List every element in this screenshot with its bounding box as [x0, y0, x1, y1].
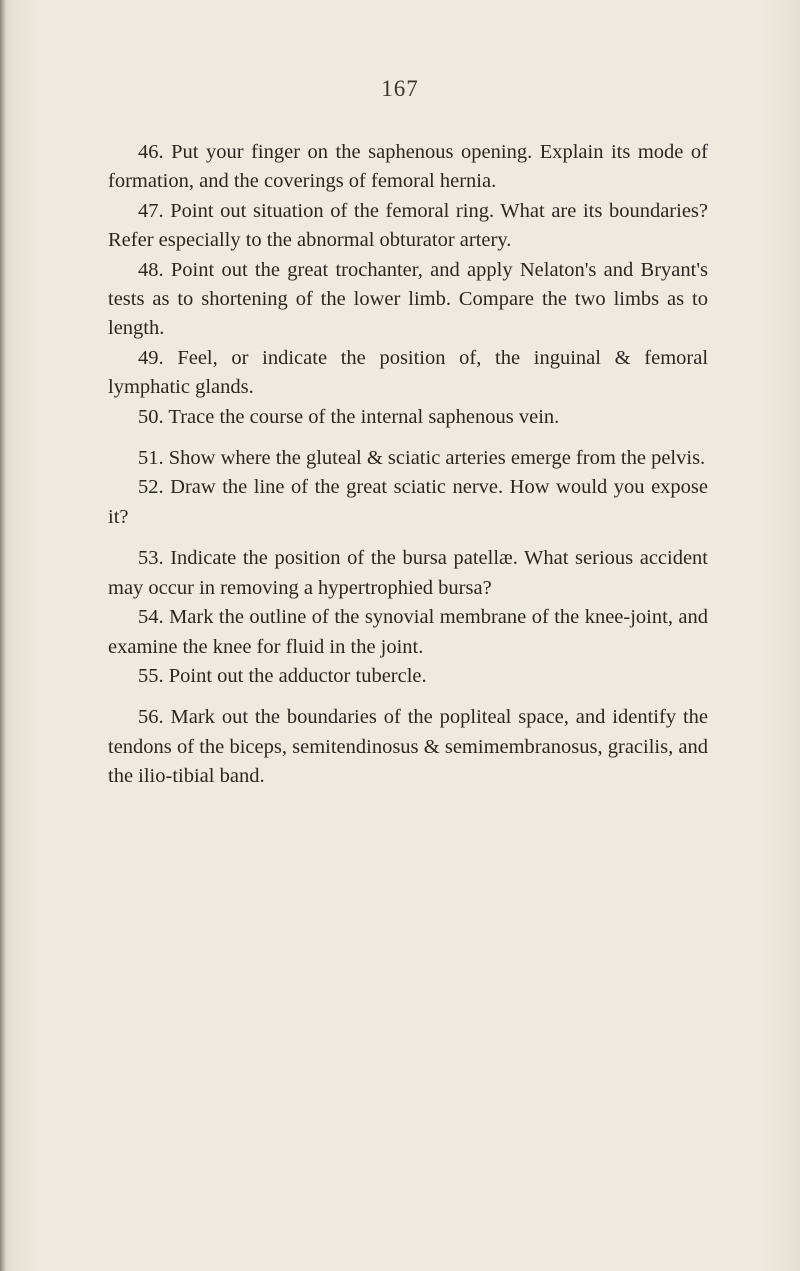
question-51	[108, 444, 708, 473]
question-48	[108, 256, 708, 344]
question-text: Mark the outline of the synovial membrane of the knee-joint, and examine the knee for fluid in the joint.	[108, 606, 708, 658]
question-text: Indicate the position of the bursa patellæ. What serious accident may occur in removing a hypertrophied bursa?	[108, 547, 709, 599]
question-text: Put your finger on the saphenous opening. Explain its mode of formation, and the coverings of femoral hernia.	[108, 141, 708, 193]
question-number: 50.	[138, 405, 164, 428]
question-list	[108, 138, 708, 792]
question-text: Show where the gluteal & sciatic arteries emerge from the pelvis.	[168, 447, 706, 470]
question-text: Mark out the boundaries of the popliteal space, and identify the tendons of the biceps, semitendinosus & semimembranosus, gracilis, and the ilio-tibial band.	[108, 706, 709, 788]
question-number: 51.	[138, 447, 164, 470]
question-number: 55.	[138, 664, 164, 687]
question-number: 52.	[138, 476, 164, 499]
question-text: Point out the adductor tubercle.	[168, 664, 427, 687]
question-number: 49.	[138, 346, 164, 369]
question-49	[108, 344, 708, 403]
page-number: 167	[381, 76, 419, 101]
question-number: 47.	[138, 199, 164, 222]
question-text: Feel, or indicate the position of, the inguinal & femoral lymphatic glands.	[108, 346, 709, 399]
question-text: Trace the course of the internal saphenous vein.	[168, 405, 560, 428]
question-text: Point out the great trochanter, and apply Nelaton's and Bryant's tests as to shortening of the lower limb. Compare the two limbs as to length.	[108, 258, 709, 340]
question-number: 54.	[138, 606, 164, 629]
question-54	[108, 603, 708, 662]
question-56	[108, 703, 708, 791]
question-number: 48.	[138, 258, 164, 281]
question-55	[108, 662, 708, 691]
question-text: Point out situation of the femoral ring. What are its boundaries? Refer especially to the abnormal obturator artery.	[108, 199, 708, 252]
question-text: Draw the line of the great sciatic nerve. How would you expose it?	[108, 476, 708, 528]
question-50	[108, 403, 708, 432]
question-47	[108, 197, 708, 256]
question-number: 53.	[138, 547, 164, 570]
question-53	[108, 544, 708, 603]
question-52	[108, 473, 708, 532]
question-number: 56.	[138, 706, 164, 729]
page-binding-edge	[0, 0, 6, 1271]
question-46	[108, 138, 708, 197]
question-number: 46.	[138, 141, 164, 163]
